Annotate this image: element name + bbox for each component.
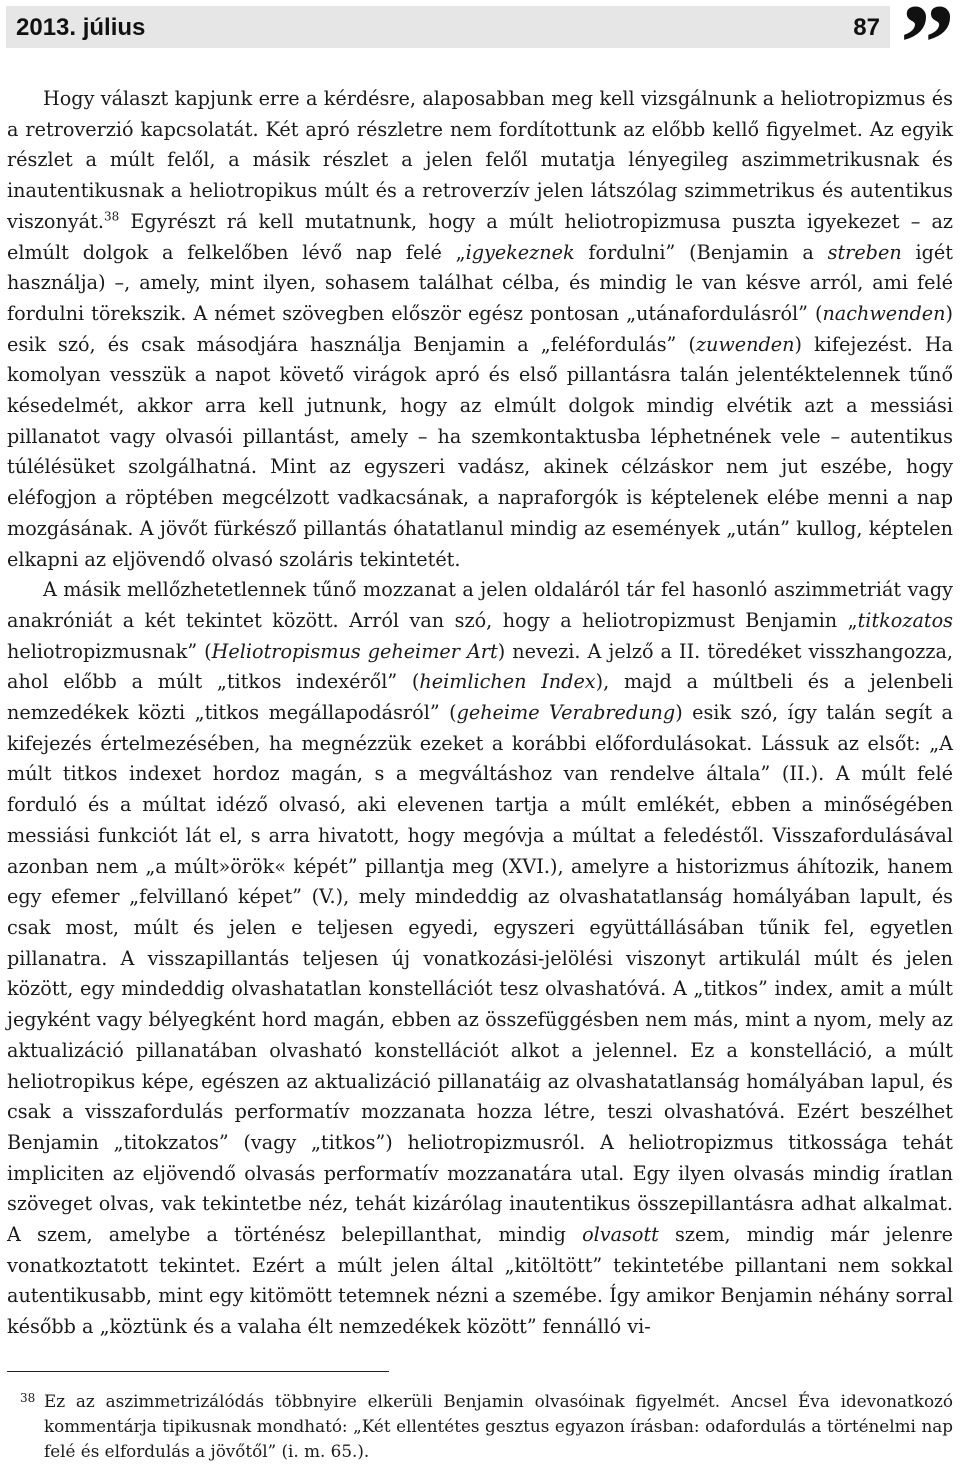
quote-mark-logo: ” — [900, 0, 955, 104]
text-run: ), majd a múltbeli és a jelenbeli nemzedékek közti „titkos megállapodásról” ( — [7, 670, 953, 725]
italic-term: heimlichen Index — [419, 670, 596, 694]
text-run: szem, mindig már jelenre vonatkoztatott tekintet. Ezért a múlt jelen által „kitöltött” tekintetébe pillantani nem sokkal autentikusabb, mint egy kitömött tetemnek nézni a szemébe. Így amikor Benjamin néhány sorral később a „köztünk és a valaha élt nemzedékek között” fennálló vi- — [7, 1223, 953, 1339]
paragraph — [7, 84, 953, 575]
text-run: Hogy választ kapjunk erre a kérdésre, alaposabban meg kell vizsgálnunk a heliotropizmus és a retroverzió kapcsolatát. Két apró részletre nem fordítottunk az előbb kellő figyelmet. Az egyik részlet a múlt felől, a másik részlet a jelen felől mutatja lényegileg aszimmetrikusnak és inautentikusnak a heliotropikus múlt és a retroverzív jelen látszólag szimmetrikus és autentikus viszonyát. — [7, 87, 953, 233]
paragraph — [7, 575, 953, 1343]
footnote-reference: 38 — [103, 209, 120, 224]
footnote-number: 38 — [20, 1391, 36, 1405]
italic-term: zuwenden — [695, 332, 795, 356]
running-header — [6, 6, 890, 48]
text-run: heliotropizmusnak” ( — [7, 639, 212, 663]
footnote — [7, 1389, 953, 1463]
text-run: Egyrészt rá kell mutatnunk, hogy a múlt heliotropizmusa puszta igyekezet – az elmúlt dolgok a felkelőben lévő nap felé „ — [7, 209, 953, 264]
text-run: ) esik szó, és csak másodjára használja Benjamin a „feléfordulás” ( — [7, 301, 953, 356]
text-run: ) kifejezést. Ha komolyan vesszük a napot követő virágok apró és első pillantásra talán jelentéktelennek tűnő késedelmét, akkor arra kell jutnunk, hogy az elmúlt dolgok mindig elvétik azt a messiási pillanatot vagy olvasói pillantást, amely – ha szemkontaktusba léphetnének vele – autentikus túlélésüket szolgálhatná. Mint az egyszeri vadász, akinek célzáskor nem jut eszébe, hogy eléfogjon a röptében megcélzott vadkacsának, a napraforgók is képtelenek elébe menni a nap mozgásának. A jövőt fürkésző pillantás óhatatlanul mindig az események „után” kullog, képtelen elkapni az eljövendő olvasó szoláris tekintetét. — [7, 332, 953, 571]
text-run: ) esik szó, így talán segít a kifejezés értelmezésében, ha megnézzük ezeket a korábbi előfordulásokat. Lássuk az elsőt: „A múlt titkos indexet hordoz magán, s a megváltáshoz van rendelve általa” (II.). A múlt felé forduló és a múltat idéző olvasó, aki elevenen tartja a múlt emlékét, ebben a minőségében messiási funkciót lát el, s arra hivatott, hogy megóvja a múltat a feledéstől. Visszafordulásával azonban nem „a múlt»örök« képét” pillantja meg (XVI.), amelyre a historizmus áhítozik, hanem egy efemer „felvillanó képet” (V.), mely mindeddig az olvashatatlanság homályában lapult, és csak most, múlt és jelen e teljesen egyedi, egyszeri együttállásában tűnik fel, egyetlen pillanatra. A visszapillantás teljesen új vonatkozási-jelölési viszonyt artikulál múlt és jelen között, egy mindeddig olvashatatlan konstellációt tesz olvashatóvá. A „titkos” index, amit a múlt jegyként vagy bélyegként hord magán, ebben az összefüggésben nem más, mint a nyom, mely az aktualizáció pillanatában olvasható konstellációt alkot a jelennel. Ez a konstelláció, a múlt heliotropikus képe, egészen az aktualizáció pillanatáig az olvashatatlanság homályában lapul, és csak a visszafordulás performatív mozzanata hozza létre, teszi olvashatóvá. Ezért beszélhet Benjamin „titokzatos” (vagy „titkos”) heliotropizmusról. A heliotropizmus titkossága tehát impliciten az eljövendő olvasás performatív mozzanatára utal. Egy ilyen olvasás mindig íratlan szöveget olvas, vak tekintetbe néz, tehát kizárólag inautentikus összepillantásra adhat alkalmat. A szem, amelybe a történész belepillanthat, mindig — [7, 701, 953, 1247]
footnote-text: Ez az aszimmetrizálódás többnyire elkerüli Benjamin olvasóinak figyelmét. Ancsel Éva idevonatkozó kommentárja tipikusnak mondható: „Két ellentétes gesztus egyazon írásban: odafordulás a történelmi nap felé és elfordulás a jövőtől” (i. m. 65.). — [44, 1391, 953, 1461]
page-number: 87 — [853, 14, 880, 41]
text-run: igét használja) –, amely, mint ilyen, sohasem találhat célba, és mindig le van késve arról, ami felé fordulni törekszik. A német szövegben először egész pontosan „utánafordulásról” ( — [7, 240, 953, 325]
italic-term: olvasott — [582, 1223, 659, 1247]
footnote-divider — [7, 1371, 389, 1372]
text-run: ) nevezi. A jelző a II. töredéket visszhangozza, ahol előbb a múlt „titkos indexéről” ( — [7, 639, 953, 694]
italic-term: titkozatos — [857, 608, 953, 632]
text-run: fordulni” (Benjamin a — [574, 240, 828, 264]
italic-term: geheime Verabredung — [456, 701, 676, 725]
italic-term: igyekeznek — [465, 240, 575, 264]
issue-date: 2013. július — [16, 14, 146, 41]
italic-term: nachwenden — [822, 301, 946, 325]
italic-term: Heliotropismus geheimer Art — [211, 639, 498, 663]
article-body — [7, 84, 953, 1343]
italic-term: streben — [827, 240, 902, 264]
text-run: A másik mellőzhetetlennek tűnő mozzanat a jelen oldaláról tár fel hasonló aszimmetriát vagy anakróniát a két tekintet között. Arról van szó, hogy a heliotropizmust Benjamin „ — [7, 578, 953, 632]
